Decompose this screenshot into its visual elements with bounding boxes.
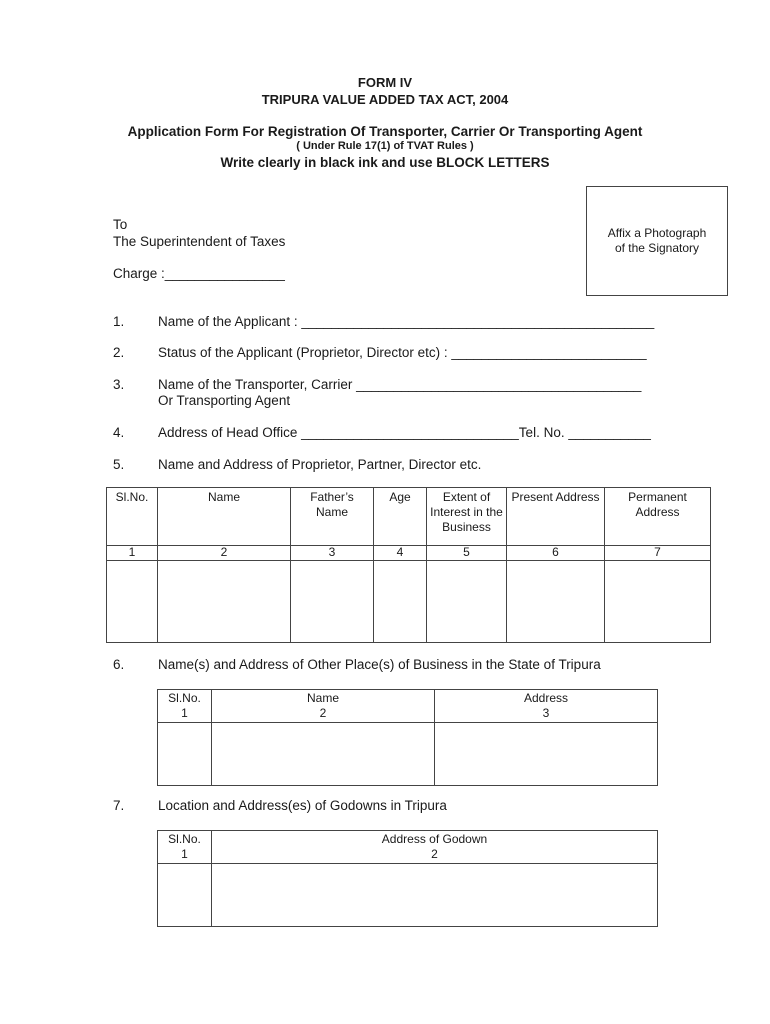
column-header: Present Address [507, 488, 605, 546]
applicant-status-field[interactable]: Status of the Applicant (Proprietor, Director etc) : __________________________ [158, 345, 647, 360]
table-row [158, 864, 658, 927]
column-number: 3 [291, 546, 374, 561]
other-places-table [157, 689, 658, 786]
column-header-label: Address [523, 691, 569, 705]
item-4-number: 4. [113, 425, 125, 440]
head-office-address-field[interactable]: Address of Head Office _____________________________Tel. No. ___________ [158, 425, 651, 440]
item-5-label: Name and Address of Proprietor, Partner, Director etc. [158, 457, 482, 472]
item-6-number: 6. [113, 657, 125, 672]
column-header [435, 690, 658, 723]
form-number: FORM IV [357, 75, 413, 90]
transporter-name-field[interactable]: Name of the Transporter, Carrier ______________________________________ [158, 377, 642, 392]
column-header [158, 831, 212, 864]
act-title: TRIPURA VALUE ADDED TAX ACT, 2004 [261, 92, 509, 107]
entry-cell[interactable] [435, 723, 658, 786]
item-6-label: Name(s) and Address of Other Place(s) of Business in the State of Tripura [158, 657, 601, 672]
column-number: 1 [181, 706, 188, 720]
addressee-officer: The Superintendent of Taxes [113, 234, 286, 249]
godowns-table [157, 830, 658, 927]
entry-cell[interactable] [291, 561, 374, 643]
entry-cell[interactable] [212, 864, 658, 927]
column-number: 3 [542, 706, 550, 720]
column-header: Age [374, 488, 427, 546]
column-header-label: Sl.No. [168, 691, 201, 705]
transporter-name-label-line2: Or Transporting Agent [158, 393, 291, 408]
table-header-row [107, 488, 711, 546]
column-header: Extent of Interest in the Business [427, 488, 507, 546]
column-header-label: Name [306, 691, 339, 705]
column-header-label: Address of Godown [381, 832, 488, 846]
column-header-label: Sl.No. [168, 832, 201, 846]
form-title: Application Form For Registration Of Transporter, Carrier Or Transporting Agent [127, 124, 643, 139]
applicant-name-field[interactable]: Name of the Applicant : _______________________________________________ [158, 314, 655, 329]
rule-reference: ( Under Rule 17(1) of TVAT Rules ) [296, 140, 474, 152]
column-header: Father’s Name [291, 488, 374, 546]
column-number: 1 [181, 847, 188, 861]
charge-field[interactable]: Charge :________________ [113, 266, 285, 281]
column-number: 1 [107, 546, 158, 561]
column-header [158, 690, 212, 723]
entry-cell[interactable] [158, 561, 291, 643]
photo-box-line2: of the Signatory [614, 241, 700, 255]
item-7-number: 7. [113, 798, 125, 813]
column-header: Sl.No. [107, 488, 158, 546]
column-number: 4 [374, 546, 427, 561]
column-number: 2 [431, 847, 438, 861]
entry-cell[interactable] [158, 723, 212, 786]
photo-box[interactable] [586, 186, 728, 296]
table-number-row [107, 546, 711, 561]
column-header [212, 690, 435, 723]
column-number: 2 [158, 546, 291, 561]
item-1-number: 1. [113, 314, 125, 329]
entry-cell[interactable] [107, 561, 158, 643]
table-row [107, 561, 711, 643]
instruction-text: Write clearly in black ink and use BLOCK LETTERS [220, 155, 550, 170]
column-header: Name [158, 488, 291, 546]
table-header-row [158, 831, 658, 864]
column-header: Permanent Address [605, 488, 711, 546]
entry-cell[interactable] [212, 723, 435, 786]
proprietor-table [106, 487, 711, 643]
entry-cell[interactable] [374, 561, 427, 643]
column-number: 7 [605, 546, 711, 561]
column-number: 5 [427, 546, 507, 561]
table-header-row [158, 690, 658, 723]
item-3-number: 3. [113, 377, 125, 392]
table-row [158, 723, 658, 786]
column-header [212, 831, 658, 864]
column-number: 2 [319, 706, 327, 720]
addressee-to: To [113, 217, 128, 232]
item-7-label: Location and Address(es) of Godowns in Tripura [158, 798, 447, 813]
photo-box-line1: Affix a Photograph [607, 226, 707, 240]
entry-cell[interactable] [427, 561, 507, 643]
column-number: 6 [507, 546, 605, 561]
entry-cell[interactable] [507, 561, 605, 643]
entry-cell[interactable] [158, 864, 212, 927]
item-5-number: 5. [113, 457, 125, 472]
entry-cell[interactable] [605, 561, 711, 643]
item-2-number: 2. [113, 345, 125, 360]
